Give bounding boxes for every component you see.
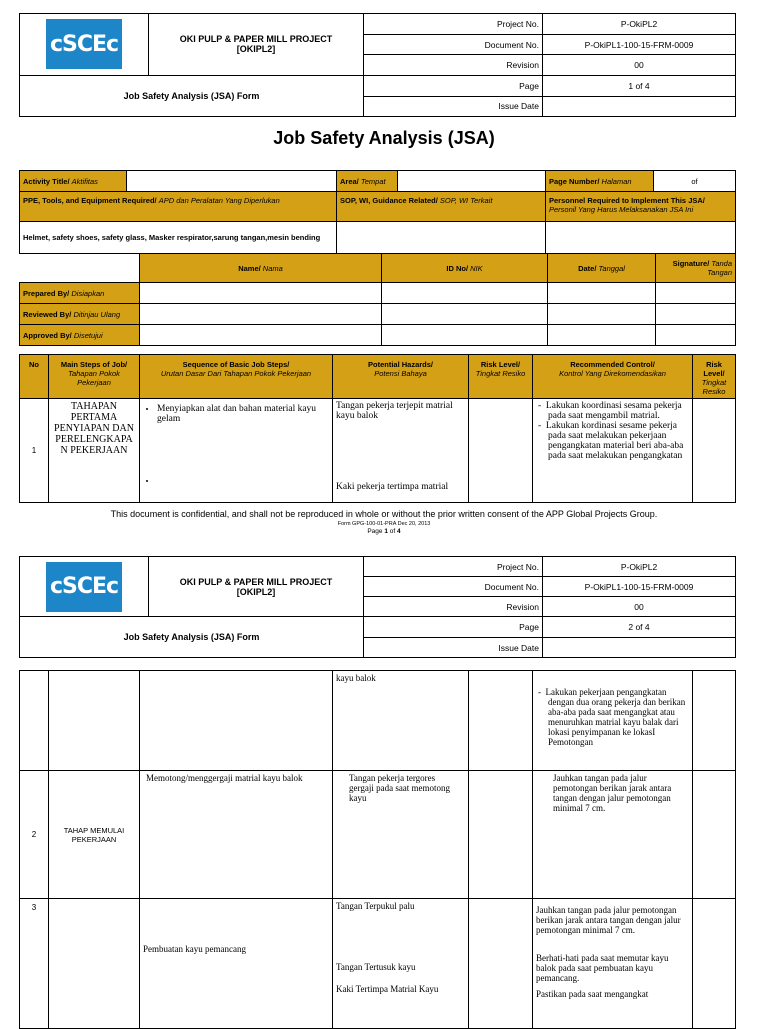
project-no-label: Project No.	[364, 557, 543, 577]
page-label: Page	[364, 75, 543, 96]
signoff-corner	[20, 254, 140, 283]
sop-value[interactable]	[337, 222, 546, 254]
ppe-label: PPE, Tools, and Equipment Required/ APD dan Peralatan Yang Diperlukan	[20, 192, 337, 222]
area-label: Area/ Tempat	[337, 171, 398, 192]
info-table	[19, 170, 736, 254]
form-title: Job Safety Analysis (JSA) Form	[20, 75, 364, 116]
project-code: [OKIPL2]	[236, 586, 276, 597]
row2-hazard: Tangan pekerja tergores gergaji pada saat memotong kayu	[333, 771, 469, 899]
issue-date-label: Issue Date	[364, 638, 543, 658]
reviewed-id[interactable]	[382, 304, 548, 325]
jsa-steps-table-continued	[19, 670, 736, 1029]
approved-by-label: Approved By/ Disetujui	[20, 325, 140, 346]
activity-title-label: Activity Title/ Aktifitas	[20, 171, 127, 192]
page-number-label: Page Number/ Halaman	[546, 171, 654, 192]
company-logo: cSCEc	[46, 562, 122, 612]
row3-risk[interactable]	[469, 899, 533, 1029]
approved-date[interactable]	[548, 325, 656, 346]
row2-control: Jauhkan tangan pada jalur pemotongan berikan jarak antara tangan dengan jalur pemotongan minimal 7 cm.	[533, 771, 693, 899]
form-title: Job Safety Analysis (JSA) Form	[20, 617, 364, 658]
col-risk2: Risk Level/ Tingkat Resiko	[693, 355, 736, 399]
row2-risk2[interactable]	[693, 771, 736, 899]
activity-title-value[interactable]	[127, 171, 337, 192]
prepared-by-label: Prepared By/ Disiapkan	[20, 283, 140, 304]
row3-hazards	[333, 899, 469, 1029]
row3-control-1: Jauhkan tangan pada jalur pemotongan berikan jarak antara tangan dengan jalur pemotongan minimal 7 cm.	[536, 905, 681, 935]
project-title-cell	[149, 14, 364, 76]
company-logo: cSCEc	[46, 19, 122, 69]
date-header: Date/ Tanggal	[548, 254, 656, 283]
issue-date-value	[543, 96, 736, 116]
document-no-label: Document No.	[364, 577, 543, 597]
col-risk: Risk Level/ Tingkat Resiko	[469, 355, 533, 399]
row3-hazard-2: Tangan Tertusuk kayu	[336, 962, 416, 972]
approved-signature[interactable]	[656, 325, 736, 346]
confidential-notice: This document is confidential, and shall not be reproduced in whole or without the prior written consent of the APP Global Projects Group.	[110, 509, 658, 519]
page-label: Page	[364, 617, 543, 638]
col-no: No	[20, 355, 49, 399]
document-no-value: P-OkiPL1-100-15-FRM-0009	[543, 577, 736, 597]
row3-hazard-1: Tangan Terpukul palu	[336, 901, 415, 911]
row1-hazards	[333, 399, 469, 503]
issue-date-value	[543, 638, 736, 658]
prepared-name[interactable]	[140, 283, 382, 304]
cont-control	[533, 671, 693, 771]
row1-risk2[interactable]	[693, 399, 736, 503]
project-title-cell	[149, 557, 364, 617]
revision-value: 00	[543, 55, 736, 75]
row1-no: 1	[20, 399, 49, 503]
col-control: Recommended Control/ Kontrol Yang Direkomendasikan	[533, 355, 693, 399]
row1-seq-item-empty	[157, 476, 329, 486]
personnel-value[interactable]	[546, 222, 736, 254]
row1-seq-item: • Menyiapkan alat dan bahan material kayu gelam	[157, 404, 329, 424]
revision-label: Revision	[364, 597, 543, 617]
ppe-value: Helmet, safety shoes, safety glass, Masker respirator,sarung tangan,mesin bending	[20, 222, 337, 254]
cont-main	[49, 671, 140, 771]
revision-label: Revision	[364, 55, 543, 75]
cont-no	[20, 671, 49, 771]
row3-hazard-3: Kaki Tertimpa Matrial Kayu	[336, 984, 439, 994]
row2-no: 2	[20, 771, 49, 899]
approved-id[interactable]	[382, 325, 548, 346]
page-value: 2 of 4	[543, 617, 736, 638]
form-code: Form GPG-100-01-PRA Dec 20, 2013	[337, 521, 431, 527]
cont-control-item: - Lakukan pekerjaan pengangkatan dengan dua orang pekerja dan berikan aba-aba pada saat mengangkat atau menuruhkan matrial kayu balak dari lokasi penyimpanan ke lokasI Pemotongan	[538, 687, 686, 747]
document-no-value: P-OkiPL1-100-15-FRM-0009	[543, 35, 736, 55]
prepared-id[interactable]	[382, 283, 548, 304]
cont-risk[interactable]	[469, 671, 533, 771]
name-header: Name/ Nama	[140, 254, 382, 283]
issue-date-label: Issue Date	[364, 96, 543, 116]
col-sequence: Sequence of Basic Job Steps/ Urutan Dasar Dari Tahapan Pokok Pekerjaan	[140, 355, 333, 399]
row1-control-1: - Lakukan koordinasi sesama pekerja pada saat mengambil matrial.	[538, 401, 682, 421]
reviewed-by-label: Reviewed By/ Ditinjau Ulang	[20, 304, 140, 325]
reviewed-date[interactable]	[548, 304, 656, 325]
project-code: [OKIPL2]	[236, 44, 276, 55]
row3-controls	[533, 899, 693, 1029]
page-value: 1 of 4	[543, 75, 736, 96]
row3-risk2[interactable]	[693, 899, 736, 1029]
row1-risk[interactable]	[469, 399, 533, 503]
row2-risk[interactable]	[469, 771, 533, 899]
signature-header: Signature/ Tanda Tangan	[656, 254, 736, 283]
reviewed-name[interactable]	[140, 304, 382, 325]
page-footer: Page 1 of 4	[367, 528, 401, 535]
logo-cell	[20, 557, 149, 617]
row1-control-2: - Lakukan kordinasi sesame pekerja pada saat melakukan pekerjaan pengangkatan material beri aba-aba pada saat melakukan pengangkatan	[538, 421, 684, 461]
page-number-value: of	[654, 171, 736, 192]
project-no-label: Project No.	[364, 14, 543, 35]
row1-hazard-1: Tangan pekerja terjepit matrial kayu balok	[336, 401, 453, 421]
project-no-value: P-OkiPL2	[543, 557, 736, 577]
prepared-signature[interactable]	[656, 283, 736, 304]
row3-sequence: Pembuatan kayu pemancang	[140, 899, 333, 1029]
project-title: OKI PULP & PAPER MILL PROJECT	[179, 576, 333, 587]
jsa-steps-table	[19, 354, 736, 503]
id-no-header: ID No/ NIK	[382, 254, 548, 283]
cont-hazard: kayu balok	[333, 671, 469, 771]
col-main-steps: Main Steps of Job/ Tahapan Pokok Pekerjaan	[49, 355, 140, 399]
project-no-value: P-OkiPL2	[543, 14, 736, 35]
page1-header	[19, 13, 736, 117]
cont-risk2[interactable]	[693, 671, 736, 771]
signoff-table	[19, 253, 736, 346]
sop-label: SOP, WI, Guidance Related/ SOP, WI Terkait	[337, 192, 546, 222]
area-value[interactable]	[398, 171, 546, 192]
row1-sequence	[140, 399, 333, 503]
personnel-label: Personnel Required to Implement This JSA/ Personil Yang Harus Melaksanakan JSA Ini	[546, 192, 736, 222]
prepared-date[interactable]	[548, 283, 656, 304]
row1-hazard-2: Kaki pekerja tertimpa matrial	[336, 482, 449, 492]
document-no-label: Document No.	[364, 35, 543, 55]
row3-control-2: Berhati-hati pada saat memutar kayu balok pada saat pembuatan kayu pemancang.	[536, 953, 669, 983]
project-title: OKI PULP & PAPER MILL PROJECT	[179, 34, 333, 45]
row3-main-step	[49, 899, 140, 1029]
row3-no: 3	[20, 899, 49, 1029]
row2-sequence: Memotong/menggergaji matrial kayu balok	[140, 771, 333, 899]
reviewed-signature[interactable]	[656, 304, 736, 325]
approved-name[interactable]	[140, 325, 382, 346]
row3-control-3: Pastikan pada saat mengangkat	[536, 989, 649, 999]
row1-controls	[533, 399, 693, 503]
page2-header	[19, 556, 736, 658]
row1-main-step: TAHAPAN PERTAMA PENYIAPAN DAN PERELENGKAPA N PEKERJAAN	[49, 399, 140, 503]
revision-value: 00	[543, 597, 736, 617]
cont-seq	[140, 671, 333, 771]
logo-cell	[20, 14, 149, 76]
row2-main-step: TAHAP MEMULAI PEKERJAAN	[49, 771, 140, 899]
col-hazards: Potential Hazards/ Potensi Bahaya	[333, 355, 469, 399]
main-title: Job Safety Analysis (JSA)	[273, 128, 495, 148]
